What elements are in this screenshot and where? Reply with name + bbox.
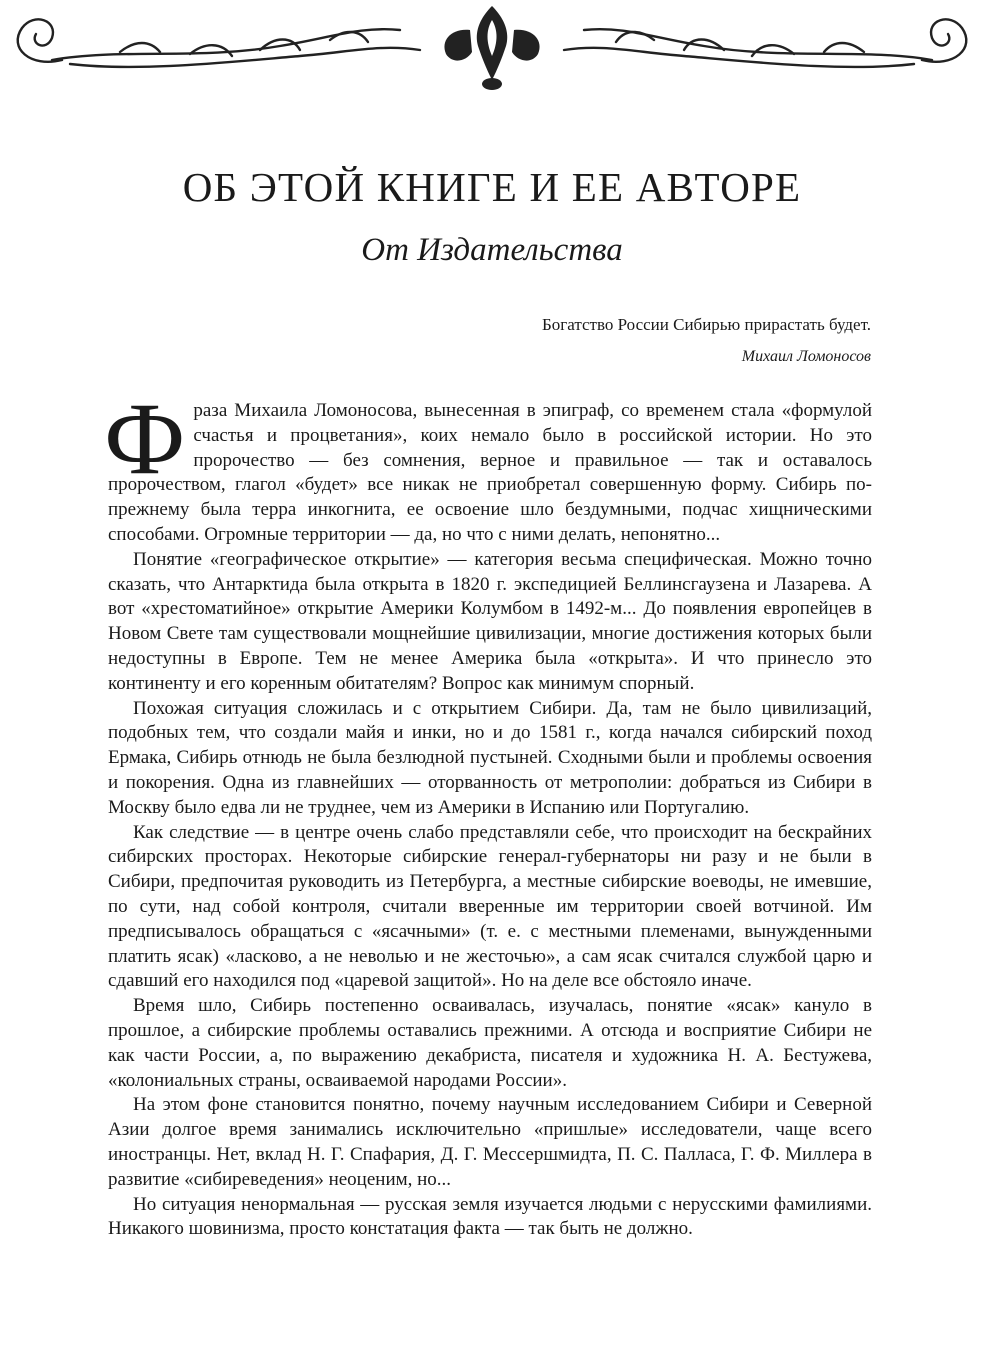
paragraph <box>104 382 872 548</box>
epigraph-text: Богатство России Сибирью прирастать будет. <box>542 315 871 334</box>
body-text <box>104 382 872 1242</box>
paragraph-text: раза Михаила Ломоносова, вынесенная в эпиграф, со временем стала «формулой счастья и процветания», коих немало было в российской истории. Но это пророчество — без сомнения, верное и правильное — так и оставалось пророчеством, глагол «будет» все никак не приобретал совершенную форму. Сибирь по-прежнему была терра инкогнита, ее освоение шло бездумными, подчас хищническими способами. Огромные территории — да, но что с ними делать, непонятно... <box>108 400 872 545</box>
page-subtitle: От Издательства <box>361 232 623 268</box>
paragraph: Как следствие — в центре очень слабо представляли себе, что происходит на бескрайних сибирских просторах. Некоторые сибирские генерал-губернаторы ни разу и не были в Сибири, предпочитая руководить из Петербурга, а местные сибирские воеводы, не имевшие, по сути, над собой контроля, считали вверенные им территории своей вотчиной. Им предписывалось обращаться с «ясачными» (т. е. с местными племенами, вынужденными платить ясак) «ласково, а не неволью и не жесточью», а сам ясак считался службой царю и сдавший его находился под «царевой защитой». Но на деле все обстояло иначе. <box>108 821 872 992</box>
paragraph: Но ситуация ненормальная — русская земля изучается людьми с нерусскими фамилиями. Никакого шовинизма, просто констатация факта — так быть не должно. <box>108 1193 872 1240</box>
paragraph: Похожая ситуация сложилась и с открытием Сибири. Да, там не было цивилизаций, подобных тем, что создали майя и инки, но и до 1581 г., когда начался сибирский поход Ермака, Сибирь отнюдь не была безлюдной пустыней. Сходными были и проблемы освоения и покорения. Одна из главнейших — оторванность от метрополии: добраться из Сибири в Москву было едва ли не труднее, чем из Америки в Испанию или Португалию. <box>108 697 872 818</box>
paragraph: Время шло, Сибирь постепенно осваивалась, изучалась, понятие «ясак» кануло в прошлое, а сибирские проблемы оставались прежними. А отсюда и восприятие Сибири не как части России, а, по выражению декабриста, писателя и художника Н. А. Бестужева, «колониальных страны, осваиваемой народами России». <box>108 995 872 1091</box>
decorative-ornament <box>0 0 984 92</box>
drop-cap: Ф <box>104 382 186 496</box>
paragraph: Понятие «географическое открытие» — категория весьма специфическая. Можно точно сказать, что Антарктида была открыта в 1820 г. экспедицией Беллинсгаузена и Лазарева. А вот «хрестоматийное» открытие Америки Колумбом в 1492-м... До появления европейцев в Новом Свете там существовали мощнейшие цивилизации, многие достижения которых были недоступны в Европе. Тем не менее Америка была «открыта». И что принесло это континенту и его коренным обитателям? Вопрос как минимум спорный. <box>108 548 872 694</box>
paragraph: На этом фоне становится понятно, почему научным исследованием Сибири и Северной Азии долгое время занимались исключительно «пришлые» исследователи, чаще всего иностранцы. Нет, вклад Н. Г. Спафария, Д. Г. Мессершмидта, П. С. Палласа, Г. Ф. Миллера в развитие «сибиреведения» неоценим, но... <box>108 1094 872 1190</box>
epigraph-author: Михаил Ломоносов <box>741 348 871 365</box>
page-title: ОБ ЭТОЙ КНИГЕ И ЕЕ АВТОРЕ <box>182 164 802 210</box>
